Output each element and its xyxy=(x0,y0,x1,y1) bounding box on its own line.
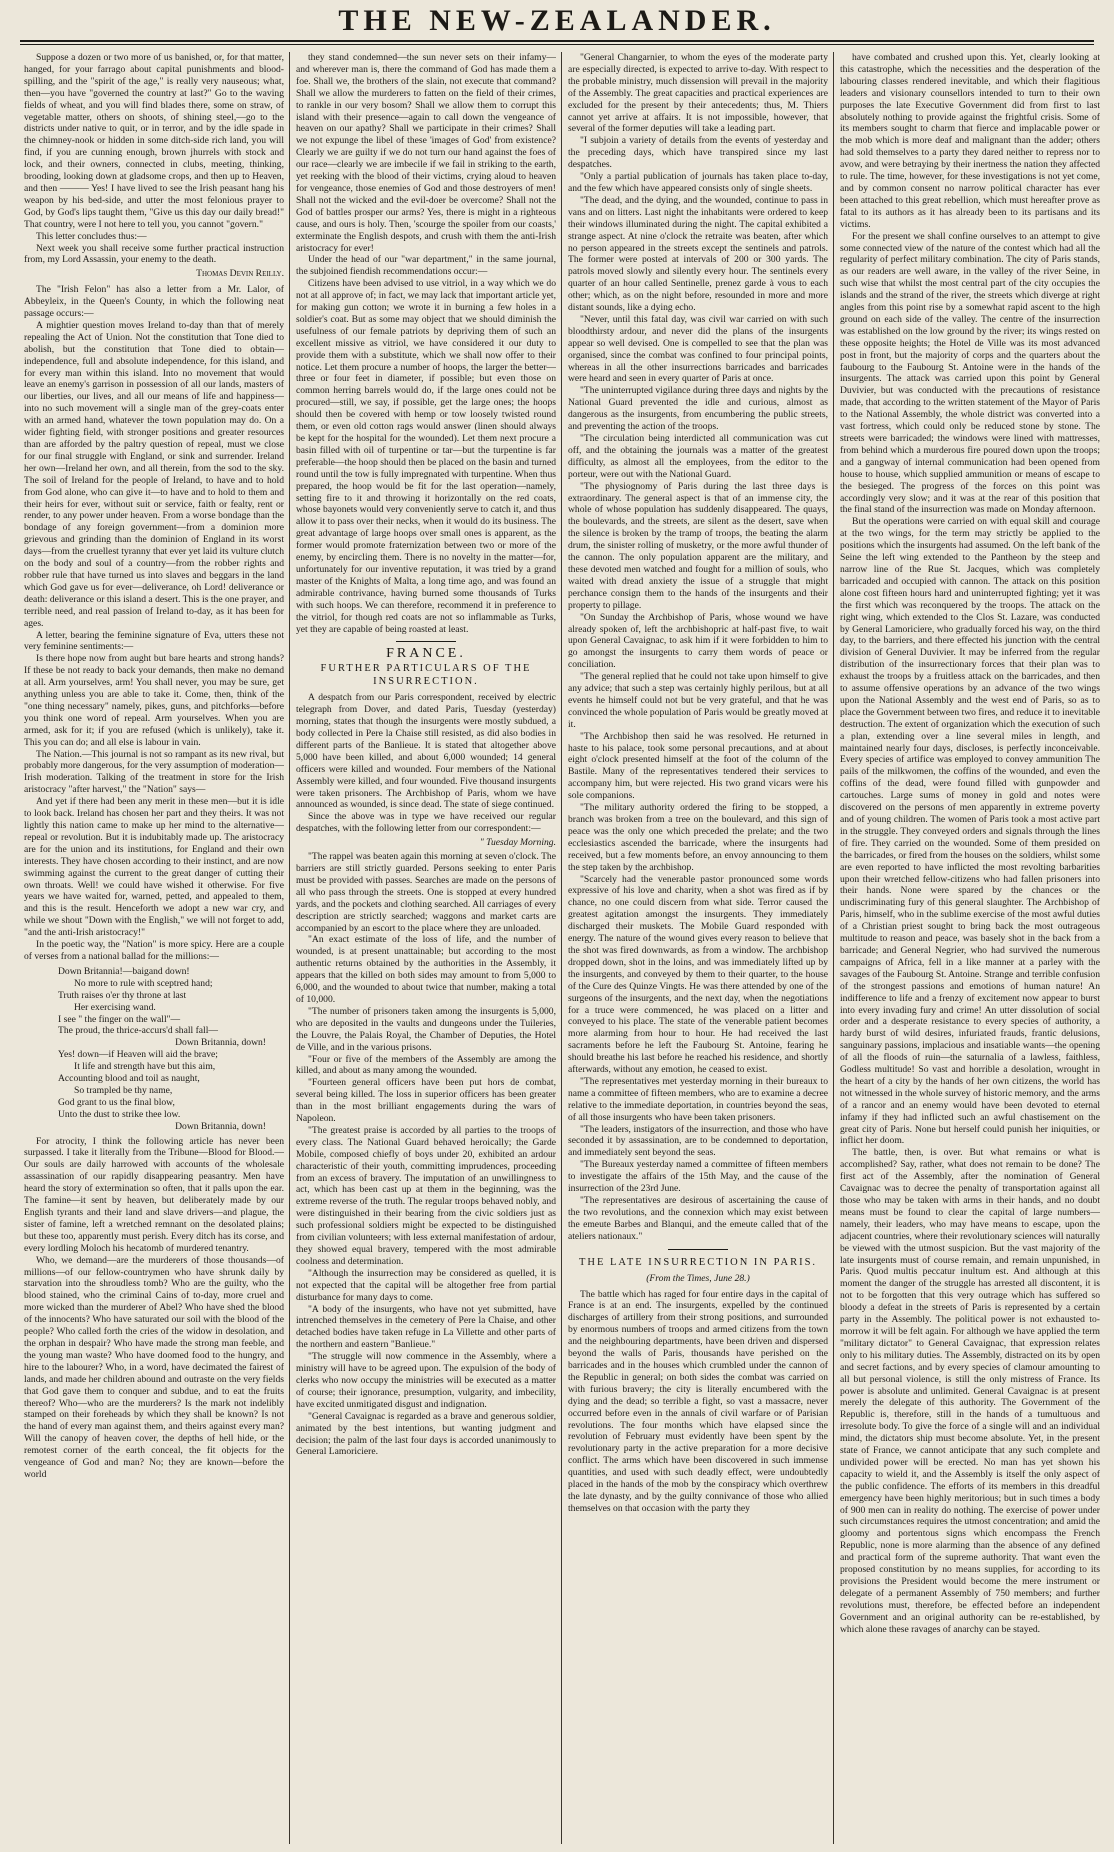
paragraph: "Fourteen general officers have been put hors de combat, several being killed. The loss in superior officers has been greater than in the most brilliant engagements during the wars of Napoleon. xyxy=(296,1077,556,1125)
verse-line: Unto the dust to strike thee low. xyxy=(58,1108,181,1120)
paragraph: "I subjoin a variety of details from the events of yesterday and the preceding days, which have transpired since my last despatches. xyxy=(568,135,828,171)
verse-line: Truth raises o'er thy throne at last xyxy=(58,989,187,1001)
column-1 xyxy=(24,52,284,1844)
verse-line: No more to rule with sceptred hand; xyxy=(74,977,213,989)
paragraph: Under the head of our "war department," in the same journal, the subjoined fiendish recommendations occur:— xyxy=(296,254,556,278)
quoted-paragraph: Is there hope now from aught but bare hearts and strong hands? If these be not ready to back your demands, then make no demand at all. Arm yourselves, arm! You shall never, you may be sure, get anything unless you are able to take it. Come, then, think of the "one thing necessary" namely, pikes, guns, and pitchforks—before you think one word of repeal. Arm yourselves. When you are armed, ask for it; if you are refused (which is unlikely), take it. This you can do; and all else is labour in vain. xyxy=(24,653,284,748)
paragraph: "The struggle will now commence in the Assembly, where a ministry will have to be agreed upon. The expulsion of the body of clerks who now occupy the ministries will be executed as a matter of course; their ignorance, presumption, vulgarity, and imbecility, have excited unmitigated disgust and indignation. xyxy=(296,1351,556,1410)
paragraph: "The physiognomy of Paris during the last three days is extraordinary. The general aspect is that of an immense city, the whole of whose population has suddenly disappeared. The quays, the boulevards, and the streets, are silent as the desert, save when the silence is broken by the tramp of troops, the beating the alarm drum, the sinister rolling of musketry, or the more awful thunder of the cannon. The only population apparent are the military, and these devoted men watched and fought for a million of souls, who waited with dread anxiety the issue of a struggle that might perchance consign them to the hands of the insurgents and their property to pillage. xyxy=(568,480,828,611)
paragraph: A despatch from our Paris correspondent, received by electric telegraph from Dover, and dated Paris, Tuesday (yesterday) morning, states that though the insurgents were mostly subdued, a body collected in Pere la Chaise still resisted, as did also bodies in different parts of the Banlieue. It is stated that altogether above 5,000 have been killed, and about 6,000 wounded; 14 general officers were killed and wounded. Four members of the National Assembly were killed, and four wounded. Five thousand insurgents were taken prisoners. The Archbishop of Paris, whom we have announced as wounded, is since dead. The state of siege continued. xyxy=(296,692,556,811)
signature: Thomas Devin Reilly. xyxy=(196,268,284,280)
ballad-verse xyxy=(58,966,284,1133)
paragraph: In the poetic way, the "Nation" is more spicy. Here are a couple of verses from a national ballad for the millions:— xyxy=(24,939,284,962)
section-heading: FRANCE. xyxy=(386,646,466,662)
section-heading: THE LATE INSURRECTION IN PARIS. xyxy=(578,1256,818,1268)
paragraph: Next week you shall receive some further practical instruction from, my Lord Assassin, your enemy to the death. xyxy=(24,242,284,266)
paragraph: "The Bureaux yesterday named a committee of fifteen members to investigate the affairs of the 15th May, and the cause of the insurrection of the 23rd June. xyxy=(568,1159,828,1195)
paragraph: "The uninterrupted vigilance during three days and nights by the National Guard prevented the idle and curious, almost as dangerous as the insurgents, from encumbering the public streets, and preventing the action of the troops. xyxy=(568,385,828,433)
paragraph: they stand condemned—the sun never sets on their infamy—and wherever man is, there the command of God has made them a foe. Shall we, the brothers of the slain, not execute that command? Shall we allow the murderers to fatten on the field of their crimes, to rankle in our very bosom? Shall we allow them to corrupt this island with their presence—again to call down the vengeance of heaven on our apathy? Shall we participate in their crimes? Shall we not expunge the libel of these 'images of God' from existence? Clearly we are guilty if we do not turn our hand against the foes of our race—clearly we are imbecile if we fail in striking to the earth, yet reeking with the blood of their victims, crying aloud to heaven for vengeance, those enemies of God and those destroyers of men! Shall not the wicked and the evil-doer be overcome? Shall not the God of battles prosper our arms? Yes, there is might in a righteous cause, and ours is holy. Then, 'scourge the spoiler from our coasts,' exterminate the English despots, and crush with them the anti-Irish aristocracy for ever! xyxy=(296,52,556,254)
paragraph: "General Cavaignac is regarded as a brave and generous soldier, animated by the best intentions, but wanting judgment and decision; the palm of the last four days is accorded unanimously to General Lamoriciere. xyxy=(296,1410,556,1458)
paragraph: This letter concludes thus:— xyxy=(36,230,147,242)
paragraph: "Four or five of the members of the Assembly are among the killed, and about as many among the wounded. xyxy=(296,1053,556,1077)
paragraph: "Only a partial publication of journals has taken place to-day, and the few which have appeared consists only of single sheets. xyxy=(568,171,828,194)
column-4 xyxy=(840,52,1100,1844)
verse-line: It life and strength have but this aim, xyxy=(74,1061,216,1073)
paragraph: Who, we demand—are the murderers of those thousands—of millions—of our fellow-countrymen who have shrunk daily by starvation into the shroudless tomb? Who are the guilty, who the blood stained, who the criminal Cains of to-day, more cruel and more wicked than the murderer of Abel? Who have shed the blood of the innocents? Who have saturated our soil with the blood of the people? Who called forth the cries of the widow in desolation, and the orphan in despair? Who have made the strong man feeble, and the young man waste? Who have doomed food to the hungry, and hire to the labourer? Who, in a word, have decimated the fairest of lands, and made her children abound and outraste on the very fields that God gave them to conquer and subdue, and to eat the fruits thereof? Who—who are the murderers? Is the mark not indelibly stamped on their foreheads by which they shall be known? Is not the hand of every man against them, and theirs against every man? Will the canopy of heaven cover, the depths of hell hide, or the remotest corner of the earth conceal, the fit objects for the vengeance of God and man? No; they are known—before the world xyxy=(24,1254,284,1480)
column-3 xyxy=(568,52,828,1844)
quoted-paragraph: And yet if there had been any merit in these men—but it is idle to look back. Ireland has chosen her part and they theirs. It was not lightly this nation came to make up her mind to the alternative—repeal or revolution. But it is indubitably made up. The aristocracy are for the union and its institutions, for England and their own interests. They have chosen according to their instinct, and are now swimming against the current to the great danger of cutting their own throats. Well! we could have wished it otherwise. For five years we have waited for, warned, petted, and appealed to them, and this is the result. Henceforth we adopt a new war cry, and while we shout "Down with the English," we will not forget to add, "and the anti-Irish aristocracy!" xyxy=(24,796,284,939)
verse-line: Yes! down—if Heaven will aid the brave; xyxy=(58,1049,218,1061)
paragraph: The Nation.—This journal is not so rampant as its new rival, but probably more dangerous, for the very assumption of moderation—Irish moderation. Talking of the treatment in store for the Irish aristocracy "after harvest," the "Nation" says— xyxy=(24,748,284,796)
verse-line: Her exercising wand. xyxy=(74,1001,156,1013)
section-rule xyxy=(396,641,456,642)
verse-line: Down Britannia!—baigand down! xyxy=(58,965,190,977)
verse-line: So trampled be thy name, xyxy=(74,1084,173,1096)
masthead-rule xyxy=(20,40,1094,45)
paragraph: have combated and crushed upon this. Yet, clearly looking at this catastrophe, which the necessities and the desperation of the labouring classes rendered inevitable, and which their flagitious leaders and visionary counsellors intended to turn to their own purposes the late Executive Government did from first to last absolutely nothing to provide against the frightful crisis. Some of its members sought to charm that fierce and implacable power or the mob which is more deaf and malignant than the adder; others had sold themselves to a party they dared neither to repress nor to avow, and were betraying by their inertness the nation they affected to rule. The time, however, for these investigations is not yet come, and by common consent no narrow political character has ever been attached to this great rebellion, which must hereafter prove as fatal to its authors as it has already been to its partisans and its victims. xyxy=(840,52,1100,230)
paragraph: The "Irish Felon" has also a letter from a Mr. Lalor, of Abbeyleix, in the Queen's County, in which the following neat passage occurs:— xyxy=(24,284,284,320)
section-rule xyxy=(668,1249,728,1250)
dateline: " Tuesday Morning. xyxy=(479,837,556,849)
paragraph: Suppose a dozen or two more of us banished, or, for that matter, hanged, for your farrago about capital punishments and blood-spilling, and the "spirit of the age," is really very nauseous; what, then—you have "governed the country at last?" Go to the waving fields of wheat, and you will find blades there, some on straw, of vegetable matter, others on shoots, of shining steel,—go to the districts under native to quit, or in terror, and by the idle spade in the chimney-nook or hidden in some ditch-side rich land, you will find, if you are cunning enough, brown jhurrels with stock and lock, and their owners, connected in clubs, meeting, thinking, brooding, looking down at gladsome crops, and then up to Heaven, and then ——— Yes! I have lived to see the Irish peasant hang his weapon by his bed-side, and utter the most felonious prayer to God, by God's lips taught them, "Give us this day our daily bread!" That country, were I not here to tell you, you cannot "govern." xyxy=(24,52,284,230)
paragraph: "The number of prisoners taken among the insurgents is 5,000, who are deposited in the vaults and dungeons under the Tuileries, the Louvre, the Palais Royal, the Chamber of Deputies, the Hotel de Ville, and in the various prisons. xyxy=(296,1005,556,1053)
article-source: (From the Times, June 28.) xyxy=(646,1272,750,1284)
column-divider xyxy=(833,52,834,1844)
verse-line: The proud, the thrice-accurs'd shall fall— xyxy=(58,1025,218,1037)
column-divider xyxy=(561,52,562,1844)
masthead xyxy=(0,0,1114,40)
paragraph: "The representatives are desirous of ascertaining the cause of the two revolutions, and the connexion which may exist between the emeute Barbes and Blanqui, and the emeute called that of the ateliers nationaux." xyxy=(568,1195,828,1242)
verse-line: I see " the finger on the wall"— xyxy=(58,1013,181,1025)
paragraph: "The rappel was beaten again this morning at seven o'clock. The barriers are still strictly guarded. Persons seeking to enter Paris must be provided with passes. Searches are made on the persons of all who pass through the streets. One is stopped at every hundred yards, and the pockets and clothing searched. All carriages of every description are strictly searched; waggons and market carts are accompanied by an escort to the place where they are unloaded. xyxy=(296,851,556,934)
paragraph: "The representatives met yesterday morning in their bureaux to name a committee of fifteen members, who are to examine a decree relative to the immediate deportation, in countries beyond the seas, of all those insurgents who have been taken prisoners. xyxy=(568,1075,828,1123)
paragraph: For the present we shall confine ourselves to an attempt to give some connected view of the nature of the contest which had all the regularity of perfect military combination. The city of Paris stands, as our readers are well aware, in the valley of the river Seine, in such wise that whilst the most central part of the city occupies the islands and the strand of the river, the streets which diverge at right angles from this point rise by a somewhat rapid ascent to the high ground on each side of the valley. The centre of the insurrection was established on the low ground by the river; its wings rested on these opposite heights; the Hotel de Ville was its most advanced post in front, but the majority of corps and the quarters about the faubourg to the Faubourg St. Antoine were in the hands of the insurgents. The attack was carried upon this point by General Duvivier, but was conducted with the precautions of resistance made, that according to the written statement of the Mayor of Paris to the National Assembly, the whole district was converted into a vast fortress, which could only be reduced stone by stone. The streets were barricaded; the windows were lined with mattresses, from behind which a murderous fire poured down upon the troops; and a gangway of internal communication had been opened from house to house, which supplied ammunition or means of escape to the besieged. The progress of the forces on this point was accordingly very slow; and it was at the rear of this position that the final stand of the insurrection was made on Monday afternoon. xyxy=(840,230,1100,516)
paragraph: A letter, bearing the feminine signature of Eva, utters these not very feminine sentiments:— xyxy=(24,629,284,653)
paragraph: "A body of the insurgents, who have not yet submitted, have intrenched themselves in the cemetery of Pere la Chaise, and other detached bodies have taken refuge in La Villette and other parts of the northern and eastern "Banlieue." xyxy=(296,1303,556,1351)
paragraph: "Although the insurrection may be considered as quelled, it is not expected that the capital will be altogether free from partial disturbance for many days to come. xyxy=(296,1267,556,1303)
paragraph: The battle which has raged for four entire days in the capital of France is at an end. The insurgents, expelled by the continued discharges of artillery from their strong positions, and surrounded by enormous numbers of troops and armed citizens from the town and the neighbouring departments, have been driven and dispersed beyond the walls of Paris, thousands have perished on the barricades and in the houses which crumbled under the cannon of the Republic in general; on both sides the combat was carried on with furious bravery; the city is literally encumbered with the dying and the dead; so terrible a fight, so vast a massacre, never occurred before even in the annals of civil warfare or of Parisian revolutions. The four months which have elapsed since the revolution of February must evidently have been spent by the revolutionary party in the active preparation for a more decisive conflict. The arms which have been discovered in such immense quantities, and used with such deadly effect, were undoubtedly placed in the hands of the mob by the conspiracy which overthrew the late dynasty, and by the guilty connivance of those who allied themselves on that occasion with the party they xyxy=(568,1288,828,1514)
verse-line: Down Britannia, down! xyxy=(175,1120,266,1132)
paragraph: "The general replied that he could not take upon himself to give any advice; that such a step was certainly highly perilous, but at all events he himself could not but be very grateful, and that he was convinced the whole population of Paris would be greatly moved at it. xyxy=(568,671,828,730)
paragraph: Since the above was in type we have received our regular despatches, with the following letter from our correspondent:— xyxy=(296,811,556,835)
paragraph: "The greatest praise is accorded by all parties to the troops of every class. The National Guard behaved heroically; the Garde Mobile, composed chiefly of boys under 20, exhibited an ardour characteristic of their youth, committing imprudences, proceeding from an excess of bravery. The imputation of an unwillingness to act, which has been cast up at them in the beginning, was the extreme reverse of the truth. The regular troops behaved nobly, and were distinguished in their bearing from the civic soldiers just as such professional soldiers might be expected to be distinguished from civilian volunteers; with less external manifestation of ardour, they showed equal bravery, tempered with the most admirable coolness and determination. xyxy=(296,1124,556,1267)
verse-line: Down Britannia, down! xyxy=(175,1037,266,1049)
paragraph: "The dead, and the dying, and the wounded, continue to pass in vans and on litters. Last night the inhabitants were ordered to keep their windows illuminated during the night. The capital exhibited a strange aspect. At nine o'clock the retraite was beaten, after which no person appeared in the streets except the sentinels and patrols. The former were posted at intervals of 200 or 300 yards. The patrols moved slowly and silently every hour. The sentinels every quarter of an hour called Sentinelle, prenez garde à vous to each other; which, as on the night before, resounded in more and more distant sounds, like a dying echo. xyxy=(568,194,828,314)
column-2 xyxy=(296,52,556,1844)
quoted-paragraph: Citizens have been advised to use vitriol, in a way which we do not at all approve of; in fact, we may lack that important article yet, for making gun cotton; we wrote it in burning a few holes in a soldier's coat. But as some may object that we should diminish the usefulness of our female patriots by depriving them of such an excellent missive as vitriol, we have considered it our duty to provide them with a substitute, which we shall now offer to their notice. Let them procure a number of hoops, the larger the better—three or four feet in diameter, if possible; but even those on common herring barrels would do, if the large ones could not be procured—still, we say, if possible, get the large ones; the hoops should then be covered with hemp or tow loosely twisted round them, or even old cotton rags would answer (linen should always be kept for the hospital for the wounded). Let them next procure a basin filled with oil of turpentine or tar—but the turpentine is far preferable—the hoop should then be placed on the basin and turned round until the tow is fully impregnated with turpentine. When thus prepared, the hoop would be fit for the last operation—namely, setting fire to it and throwing it horizontally on the red coats, whose bayonets would very conveniently serve to catch it, and thus allow it to pass over their necks, when it would do its business. The great advantage of large hoops over small ones is apparent, as the former would promote fraternization between two or more of the enemy, by encircling them. There is no novelty in the matter—for, unfortunately for our inventive reputation, it was tried by a grand master of the Knights of Malta, a long time ago, and was found an admirable contrivance, having burned some thousands of Turks with such hoops. We can therefore, recommend it in preference to the vitriol, for though red coats are not so inflammable as Turks, yet they are capable of being roasted at least. xyxy=(296,278,556,635)
quoted-paragraph: A mightier question moves Ireland to-day than that of merely repealing the Act of Union. Not the constitution that Tone died to abolish, but the constitution that Tone died to obtain—independence, full and absolute independence, for this island, and for every man within this island. Into no movement that would leave an enemy's garrison in possession of all our lands, masters of our liberties, our lives, and all our means of life and happiness—into no such movement will a single man of the grey-coats enter with an armed hand, whatever the town population may do. On a wider fighting field, with stronger positions and greater resources than are afforded by the paltry question of repeal, must we close for our final struggle with England, or sink and surrender. Ireland her own—Ireland her own, and all therein, from the sod to the sky. The soil of Ireland for the people of Ireland, to have and to hold from God alone, who can give it—to have and to hold to them and their heirs for ever, without suit or service, faith or fealty, rent or render, to any power under heaven. From a worse bondage than the bondage of any foreign government—from a dominion more grievous and grinding than the dominion of England in its worst days—from the cruellest tyranny that ever yet laid its vulture clutch on the body and soul of a country—from the robber rights and robber rule that have turned us into slaves and beggars in the land which God gave us for ever—deliverance, oh Lord! deliverance or death: deliverance or this island a desert. This is the one prayer, and terrible need, and real passion of Ireland to-day, as it has been for ages. xyxy=(24,319,284,629)
verse-line: Accounting blood and toil as naught, xyxy=(58,1073,200,1085)
paragraph: "The Archbishop then said he was resolved. He returned in haste to his palace, took some personal precautions, and at about eight o'clock presented himself at the foot of the column of the Bastile. Many of the representatives tendered their services to accompany him, but were rejected. His two grand vicars were his sole companions. xyxy=(568,730,828,802)
paragraph: "The circulation being interdicted all communication was cut off, and the obtaining the journals was a matter of the greatest difficulty, as almost all the employees, from the editor to the porteur, were out with the National Guard. xyxy=(568,433,828,480)
paragraph: But the operations were carried on with equal skill and courage at the two wings, for the term may strictly be applied to the positions which the insurgents had assumed. On the left bank of the Seine the left wing extended to the Pantheon by the steep and narrow line of the Rue St. Jacques, which was completely barricaded and occupied with cannon. The attack on this position alone cost fifteen hours hard and uninterrupted fighting; yet it was the first which was reconquered by the troops. The attack on the right wing, which extended to the Clos St. Lazare, was conducted by General Lamoriciere, who gradually forced his way, on the third day, to the barriers, and there effected his junction with the central division of General Duvivier. It may be inferred from the regular distribution of the insurrectionary forces that their plan was to exhaust the troops by a fruitless attack on the barricades, and then to assume offensive operations by an advance of the two wings upon the National Assembly and the west end of Paris, so as to place the Government between two fires, and reduce it to inevitable destruction. The extent of organization which the execution of such a plan, extending over a line several miles in length, and maintained nearly four days, discloses, is perfectly inconceivable. Every species of artifice was employed to convey ammunition The pails of the milkwomen, the coffins of the wounded, and even the coffins of the dead, were found filled with gunpowder and cartouches. Large sums of money in gold and notes were discovered on the persons of men apparently in extreme poverty and of young children. The women of Paris took a most active part in the struggle. They conveyed orders and signals through the lines of fire. They carried on the wounded. Some of them presided on the barricades, or fired from the houses on the soldiers, whilst some are even reported to have inflicted the most revolting barbarities upon their wretched fellow-citizens who had fallen prisoners into their hands. None were spared by the chances or the undiscriminating fury of this general slaughter. The Archbishop of Paris, himself, who in the sublime exercise of the most awful duties of a Christian priest sought to bring back the most outrageous multitude to reason and peace, was basely shot in the back from a barricade; and General Negrier, who had survived the numerous campaigns of Africa, fell in a like manner at a parley with the savages of the Faubourg St. Antoine. Strange and terrible confusion of the strongest passions and emotions of human nature! An indifference to life and a frenzy of excitement now appear to burst into every invading fury and crime! An utter dissolution of social order and a desperate resistance to every species of authority, a hardy burst of wild desires, infuriated frauds, frantic delusions, sanguinary passions, implacious and insatiable wants—the opening of all the floods of ruin—the saturnalia of a lawless, faithless, Godless multitude! So vast and horrible a desolation, wrought in the heart of a city by the hands of her own citizens, the world has not witnessed in the whole survey of historic memory, and the arms of a rancor and an enemy would have been devoted to eternal infamy if they had inflicted such an awful chastisement on the great city of Paris. None but herself could punish her iniquities, or inflict her doom. xyxy=(840,516,1100,1147)
paragraph: "Never, until this fatal day, was civil war carried on with such bloodthirsty ardour, and never did the plans of the insurgents appear so well devised. One is compelled to see that the plan was organised, since the combat was confined to four principal points, whereas in all the other insurrections barricades and barricades were heard and seen in every quarter of Paris at once. xyxy=(568,313,828,385)
paragraph: "Scarcely had the venerable pastor pronounced some words expressive of his love and charity, when a shot was fired as if by chance, no one could discern from what side. Terror caused the greatest agitation amongst the insurgents. They immediately discharged their muskets. The Mobile Guard responded with energy. The nature of the wound gives every reason to believe that the shot was fired downwards, as from a window. The archbishop dropped down, shot in the loins, and was immediately lifted up by the insurgents, and conveyed by them to their quarter, to the house of the Cure des Quinze Vingts. He was there attended by one of the surgeons of the insurgents, and the next day, when the negotiations for a truce were commenced, he was placed on a litter and conveyed to his place. The state of the venerable patient becomes more alarming from hour to hour. He had received the last sacraments before he left the Faubourg St. Antoine, fearing he should breathe his last before he reached his residence, and shortly afterwards, without any emotion, he ceased to exist. xyxy=(568,873,828,1076)
column-divider xyxy=(289,52,290,1844)
masthead-title: THE NEW-ZEALANDER. xyxy=(338,4,776,37)
article-subheading: FURTHER PARTICULARS OF THE INSURRECTION. xyxy=(320,663,532,688)
paragraph: "General Changarnier, to whom the eyes of the moderate party are especially directed, is expected to arrive to-day. With respect to the probable ministry, much dissension will prevail in the majority of the Assembly. The great capacities and practical experiences are excluded for the present by their antecedents; thus, M. Thiers cannot yet arrive at affairs. It is not impossible, however, that several of the former deputies will take a leading part. xyxy=(568,52,828,135)
paragraph: "The military authority ordered the firing to be stopped, a branch was broken from a tree on the boulevard, and this sign of peace was the only one which preceded the prelate; and the two ecclesiastics ascended the barricade, where the insurgents had received, but a few moments before, an envoy announcing to them the step taken by the archbishop. xyxy=(568,802,828,873)
paragraph: "An exact estimate of the loss of life, and the number of wounded, is at present unattainable; but according to the most authentic returns obtained by the authorities in the Assembly, it appears that the killed on both sides may amount to from 5,000 to 6,000, and the wounded to about twice that number, making a total of 10,000. xyxy=(296,934,556,1005)
paragraph: "On Sunday the Archbishop of Paris, whose wound we have already spoken of, left the archbishopric at half-past five, to wait upon General Cavaignac, to ask him if it were forbidden to him to go amongst the insurgents to carry them words of peace or conciliation. xyxy=(568,611,828,671)
paragraph: "The leaders, instigators of the insurrection, and those who have seconded it by assassination, are to be condemned to deportation, and immediately sent beyond the seas. xyxy=(568,1123,828,1159)
verse-line: God grant to us the final blow, xyxy=(58,1096,175,1108)
paragraph: The battle, then, is over. But what remains or what is accomplished? Say, rather, what does not remain to be done? The first act of the Assembly, after the nomination of General Cavaignac was to decree the penalty of transportation against all those who may be taken with arms in their hands, and no doubt means must be found to clear the capital of large numbers—namely, their leaders, who may have means to escape, upon the adjacent countries, where their revolutionary sciences will naturally be viewed with the utmost suspicion. But the vast majority of the late insurgents must of course remain, and remain unpunished, in Paris. Quod multis peccatur inultum est. And although at this moment the danger of the struggle has arrested all discontent, it is not to be forgotten that this very outrage which has suffered so bloody a defeat in the streets of Paris is represented by a certain party in the Assembly. The political power is not exhausted to-morrow it will be felt again. For although we have applied the term "military dictator" to General Cavaignac, that expression relates only to his military duties. The Assembly, distracted on its by open and secret factions, and by every species of clamour amounting to all but personal violence, is still the only mistress of France. Its power is absolute and unlimited. General Cavaignac is at present merely the delegate of this authority. The Government of the Republic is, therefore, still in the hands of a tumultuous and irresolute body. To give the force of a single will and an individual mind, the dictators ship must become absolute. Yet, in the present state of France, we cannot anticipate that any such complete and undivided power will be erected. No man has yet shown his capacity to wield it, and the Assembly is itself the only aspect of the public confidence. The efforts of its members in this dreadful emergency have been highly meritorious; but in such times a body of 900 men can in reality do nothing. The exercise of power under such circumstances requires the utmost concentration; and amid the gloomy and portentous signs which encompass the French Republic, none is more alarming than the absence of any defined and practical form of the supreme authority. That want even the proposed constitution by no means supplies, for according to its provisions the President would become the mere instrument or delegate of a permanent Assembly of 750 members; and further revolutions must, therefore, be effected before an independent Government and an original authority can be re-established, by which alone these ravages of anarchy can be stayed. xyxy=(840,1147,1100,1635)
paragraph: For atrocity, I think the following article has never been surpassed. I take it literally from the Tribune—Blood for Blood.—Our souls are daily harrowed with accounts of the wholesale assassination of our rapidly disappearing peasantry. Men have heard the story of extermination so often, that it palls upon the ear. The famine—it sent by heaven, but deliberately made by our English tyrants and their land and slave drivers—and plague, the sister of famine, left a wretched remnant on the desolated plains; but these too, apparently must perish. Every ditch has its corse, and every lordling Moloch his hecatomb of murdered tenantry. xyxy=(24,1135,284,1254)
